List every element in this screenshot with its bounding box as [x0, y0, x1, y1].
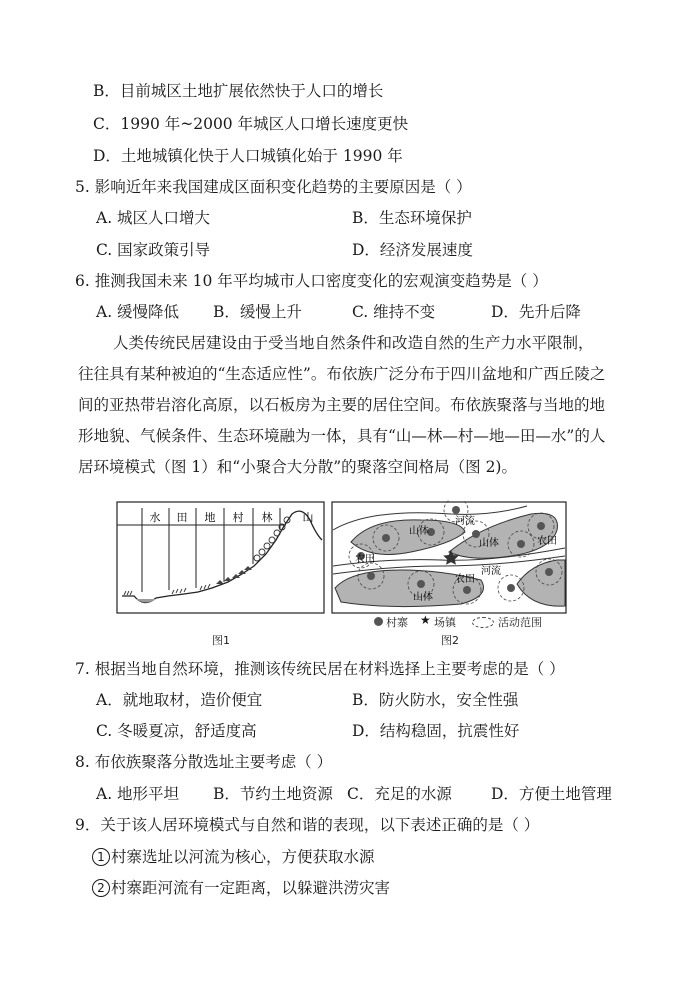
- question-8-stem: 8. 布依族聚落分散选址主要考虑（ ）: [75, 753, 333, 771]
- q6-option-c: C. 维持不变: [352, 303, 436, 321]
- figure-1-caption: 图1: [212, 634, 230, 647]
- q8-option-b: B．节约土地资源: [213, 785, 333, 803]
- fig1-label-water: 水: [149, 511, 161, 524]
- fig2-label-river-2: 河流: [481, 566, 501, 577]
- figure-2-settlement-pattern-map: [331, 500, 567, 615]
- q6-option-a: A. 缓慢降低: [96, 303, 180, 321]
- material-line-4: 形地貌、气候条件、生态环境融为一体，具有“山—林—村—地—田—水”的人: [78, 427, 606, 445]
- legend-town-label: 场镇: [434, 616, 456, 629]
- q6-option-b: B．缓慢上升: [213, 303, 302, 321]
- fig1-label-field: 田: [176, 511, 188, 524]
- fig1-label-land: 地: [204, 511, 216, 524]
- q9-item-1: [92, 846, 375, 868]
- material-line-1: 人类传统民居建设由于受当地自然条件和改造自然的生产力水平限制，: [113, 334, 594, 352]
- q5-option-b: B．生态环境保护: [352, 209, 472, 227]
- fig2-label-mountain-1: 山体: [409, 526, 429, 537]
- question-6-stem: 6. 推测我国未来 10 年平均城市人口密度变化的宏观演变趋势是（ ）: [75, 272, 548, 290]
- q9-item-2: [92, 877, 390, 899]
- question-7-stem: 7. 根据当地自然环境，推测该传统民居在材料选择上主要考虑的是（ ）: [75, 660, 565, 678]
- q4-option-b: B．目前城区土地扩展依然快于人口的增长: [93, 82, 384, 100]
- fig1-label-mountain: 山: [302, 511, 314, 524]
- q7-option-b: B．防火防水，安全性强: [352, 691, 519, 709]
- material-line-5: 居环境模式（图 1）和“小聚合大分散”的聚落空间格局（图 2)。: [78, 458, 517, 476]
- q8-option-c: C．充足的水源: [347, 785, 452, 803]
- q6-option-d: D．先升后降: [491, 303, 581, 321]
- figure-2-caption: 图2: [441, 634, 459, 647]
- q7-option-a: A．就地取材，造价便宜: [96, 691, 263, 709]
- fig2-label-river-1: 河流: [455, 516, 475, 527]
- q7-option-c: C. 冬暖夏凉，舒适度高: [96, 722, 257, 740]
- q4-option-d: D．土地城镇化快于人口城镇化始于 1990 年: [93, 147, 403, 165]
- q9-item-1-number: 1: [92, 848, 110, 866]
- material-line-2: 往往具有某种被迫的“生态适应性”。布依族广泛分布于四川盆地和广西丘陵之: [78, 365, 606, 383]
- fig2-label-mountain-3: 山体: [413, 592, 433, 603]
- q4-option-c: C．1990 年~2000 年城区人口增长速度更快: [93, 115, 409, 133]
- q7-option-d: D．结构稳固，抗震性好: [352, 722, 520, 740]
- q9-item-1-text: 村寨选址以河流为核心，方便获取水源: [111, 848, 375, 866]
- legend-village-label: 村寨: [386, 616, 408, 629]
- q8-option-d: D．方便土地管理: [491, 785, 612, 803]
- fig2-label-field-2: 农田: [455, 574, 475, 585]
- fig1-label-village: 村: [232, 511, 244, 524]
- fig2-label-field-3: 农田: [537, 536, 557, 547]
- q9-item-2-number: 2: [92, 879, 110, 897]
- material-line-3: 间的亚热带岩溶化高原，以石板房为主要的居住空间。布依族聚落与当地的地: [78, 396, 606, 414]
- legend-village-icon: [374, 617, 383, 626]
- question-9-stem: 9．关于该人居环境模式与自然和谐的表现，以下表述正确的是（ ）: [75, 816, 540, 834]
- figure-1-settlement-profile: [116, 500, 326, 615]
- legend-town-star-icon: ★: [420, 613, 431, 627]
- fig2-label-field-1: 农田: [355, 554, 375, 565]
- q5-option-c: C. 国家政策引导: [96, 241, 211, 259]
- figure-1-frame: [117, 502, 324, 613]
- fig1-label-forest: 林: [261, 511, 273, 524]
- fig2-label-mountain-2: 山体: [479, 538, 499, 549]
- figure-2-legend: [374, 614, 574, 630]
- q5-option-a: A. 城区人口增大: [96, 209, 211, 227]
- legend-range-icon: [472, 617, 494, 628]
- question-5-stem: 5. 影响近年来我国建成区面积变化趋势的主要原因是（ ）: [75, 178, 472, 196]
- legend-range-label: 活动范围: [498, 616, 542, 629]
- q9-item-2-text: 村寨距河流有一定距离，以躲避洪涝灾害: [111, 879, 391, 897]
- q8-option-a: A. 地形平坦: [96, 785, 180, 803]
- q5-option-d: D．经济发展速度: [352, 241, 473, 259]
